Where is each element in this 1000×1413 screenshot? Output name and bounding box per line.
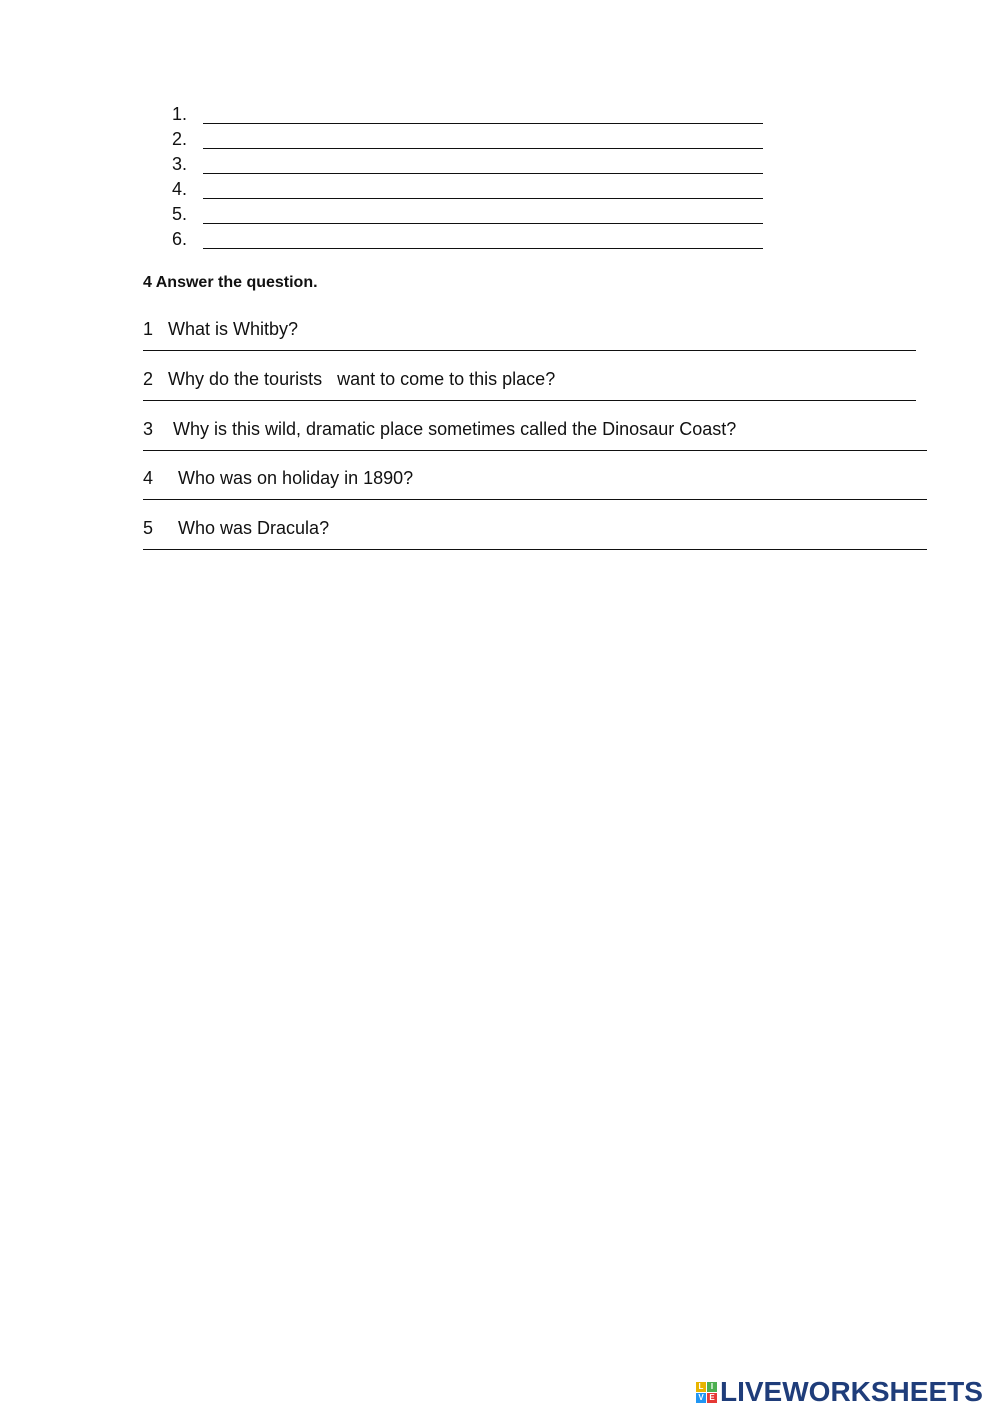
answer-row-4	[172, 174, 772, 199]
answer-blank-line[interactable]	[203, 154, 763, 174]
liveworksheets-logo	[696, 1377, 983, 1407]
logo-letter: E	[707, 1393, 717, 1403]
answer-row-1	[172, 99, 772, 124]
question-answer-line[interactable]	[143, 449, 927, 451]
question-text: 5 Who was Dracula?	[143, 518, 330, 538]
answer-number: 1.	[172, 104, 188, 124]
question-2	[143, 368, 933, 401]
answer-number: 3.	[172, 154, 188, 174]
question-1	[143, 318, 933, 351]
question-4	[143, 467, 933, 500]
question-text: 4 Who was on holiday in 1890?	[143, 468, 414, 488]
answer-number: 5.	[172, 204, 188, 224]
question-3	[143, 418, 933, 451]
logo-letter: V	[696, 1393, 706, 1403]
logo-letter: I	[707, 1382, 717, 1392]
answer-blank-line[interactable]	[203, 204, 763, 224]
question-text: 2 Why do the tourists want to come to this place?	[143, 369, 556, 389]
question-text: 3 Why is this wild, dramatic place sometimes called the Dinosaur Coast?	[143, 419, 737, 439]
answer-number: 2.	[172, 129, 188, 149]
answer-blank-line[interactable]	[203, 129, 763, 149]
answer-row-5	[172, 199, 772, 224]
question-answer-line[interactable]	[143, 349, 916, 351]
answer-blank-line[interactable]	[203, 179, 763, 199]
logo-mark-icon	[696, 1382, 717, 1403]
answer-row-2	[172, 124, 772, 149]
question-answer-line[interactable]	[143, 498, 927, 500]
logo-letter: L	[696, 1382, 706, 1392]
question-text: 1 What is Whitby?	[143, 319, 299, 339]
answer-number: 4.	[172, 179, 188, 199]
answer-row-3	[172, 149, 772, 174]
answer-number: 6.	[172, 229, 188, 249]
question-answer-line[interactable]	[143, 399, 916, 401]
answer-blank-line[interactable]	[203, 229, 763, 249]
question-5	[143, 517, 933, 550]
logo-text: LIVEWORKSHEETS	[720, 1376, 983, 1407]
section-title: 4 Answer the question.	[143, 274, 318, 291]
answer-list	[172, 99, 772, 249]
answer-row-6	[172, 224, 772, 249]
question-answer-line[interactable]	[143, 548, 927, 550]
answer-blank-line[interactable]	[203, 104, 763, 124]
